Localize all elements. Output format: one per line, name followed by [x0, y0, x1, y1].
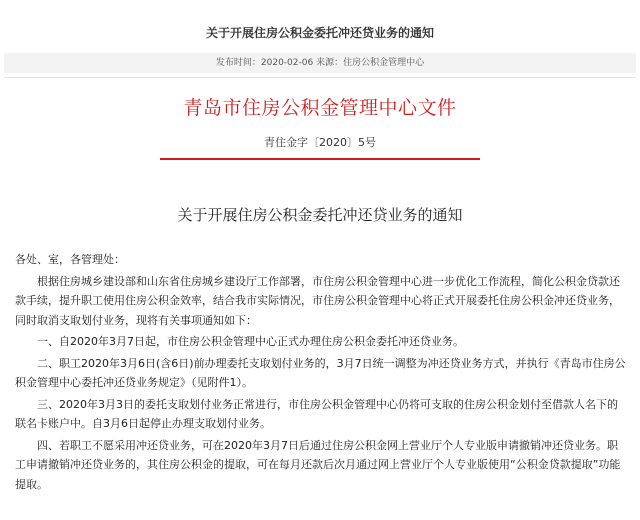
publish-meta: 发布时间：2020-02-06 来源：住房公积金管理中心: [4, 53, 636, 73]
notice-body: [15, 250, 627, 496]
paragraph-item-2: 二、职工2020年3月6日(含6日)前办理委托支取划付业务的，3月7日统一调整为冲还贷业务方式，并执行《青岛市住房公积金管理中心委托冲还贷业务规定》（见附件1）。: [15, 356, 626, 389]
paragraph-item-1: 一、自2020年3月7日起，市住房公积金管理中心正式办理住房公积金委托冲还贷业务。: [37, 335, 464, 348]
salutation: 各处、室，各管理处：: [15, 253, 125, 266]
page-title: 关于开展住房公积金委托冲还贷业务的通知: [205, 26, 434, 40]
document-header: 青岛市住房公积金管理中心文件: [183, 97, 457, 119]
divider: [4, 77, 636, 78]
document-number: 青住金字〔2020〕5号: [264, 136, 376, 149]
notice-title: 关于开展住房公积金委托冲还贷业务的通知: [177, 206, 463, 224]
paragraph-item-3: 三、2020年3月3日的委托支取划付业务正常进行，市住房公积金管理中心仍将可支取的住房公积金划付至借款人名下的联名卡账户中。自3月6日起停止办理支取划付业务。: [15, 397, 618, 430]
red-rule-divider: [160, 158, 480, 160]
paragraph-item-4: 四、若职工不愿采用冲还贷业务，可在2020年3月7日后通过住房公积金网上营业厅个人专业版申请撤销冲还贷业务。职工申请撤销冲还贷业务的，其住房公积金的提取，可在每月还款后次月通过网上营业厅个人专业版使用“公积金贷款提取”功能提取。: [15, 438, 621, 491]
paragraph-intro: 根据住房城乡建设部和山东省住房城乡建设厅工作部署，市住房公积金管理中心进一步优化工作流程，简化公积金贷款还款手续，提升职工使用住房公积金效率，结合我市实际情况，市住房公积金管理中心将正式开展委托住房公积金冲还贷业务，同时取消支取划付业务，现将有关事项通知如下：: [15, 274, 620, 327]
